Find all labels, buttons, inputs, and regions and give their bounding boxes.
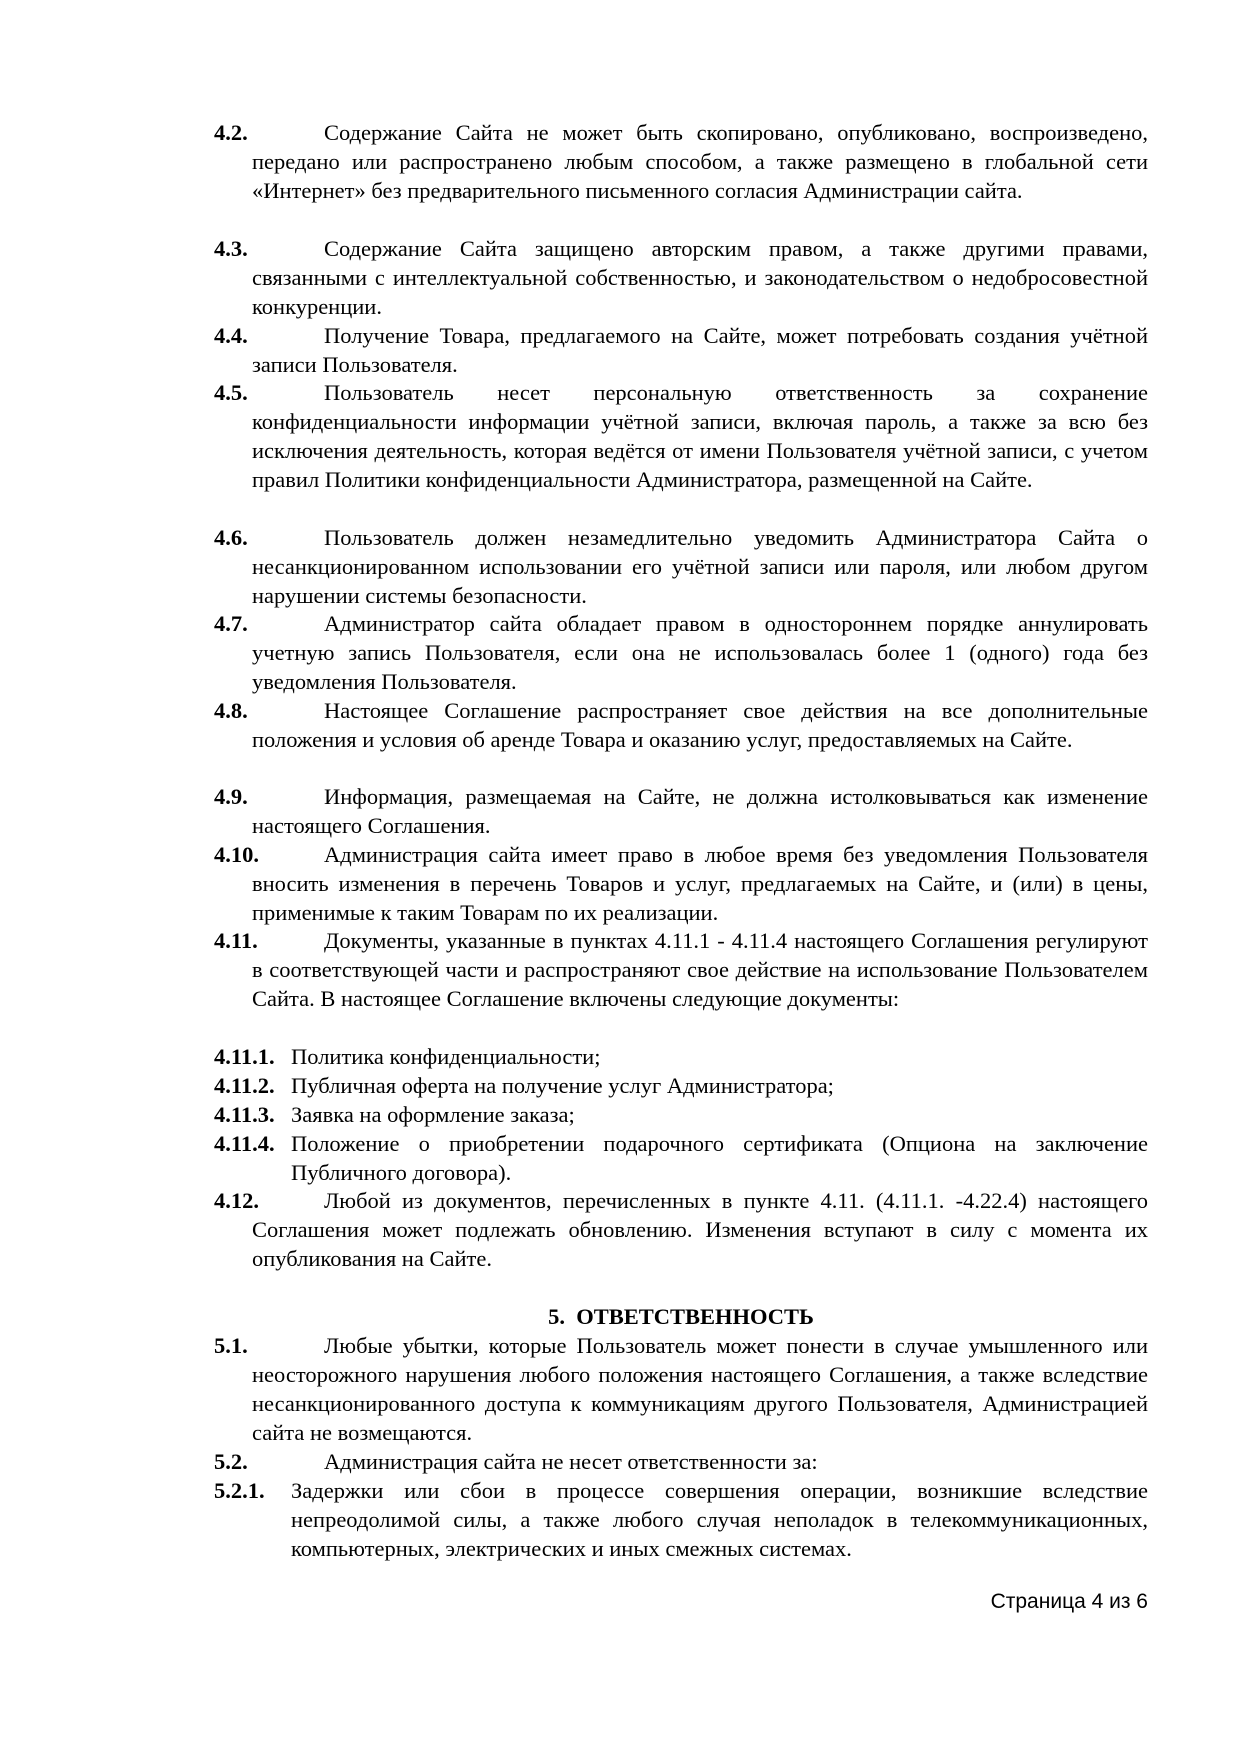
- clause-text: Содержание Сайта защищено авторским правом, а также другими правами, связанными с интеллектуальной собственностью, и законодательством о недобросовестной конкуренции.: [252, 236, 1148, 319]
- clause-number: 4.6.: [214, 525, 248, 550]
- clause-5-2-1: [214, 1477, 1148, 1564]
- clause-number: 5.2.1.: [214, 1478, 265, 1503]
- clause-number: 4.12.: [214, 1188, 259, 1213]
- clause-4-9: [214, 783, 1148, 841]
- clause-text: Любой из документов, перечисленных в пункте 4.11. (4.11.1. -4.22.4) настоящего Соглашения может подлежать обновлению. Изменения вступают в силу с момента их опубликования на Сайте.: [252, 1188, 1148, 1271]
- clause-number: 5.2.: [214, 1449, 248, 1474]
- clause-5-1: [214, 1332, 1148, 1448]
- clause-number: 4.8.: [214, 698, 248, 723]
- clause-number: 4.11.4.: [214, 1131, 275, 1156]
- clause-text: Пользователь несет персональную ответственность за сохранение конфиденциальности информации учётной записи, включая пароль, а также за всю без исключения деятельность, которая ведётся от имени Пользователя учётной записи, с учетом правил Политики конфиденциальности Администратора, размещенной на Сайте.: [252, 380, 1148, 492]
- clause-number: 4.9.: [214, 784, 248, 809]
- page-number-footer: Страница 4 из 6: [990, 1590, 1148, 1613]
- clause-text: Администрация сайта имеет право в любое время без уведомления Пользователя вносить изменения в перечень Товаров и услуг, предлагаемых на Сайте, и (или) в цены, применимые к таким Товарам по их реализации.: [252, 842, 1148, 925]
- section-heading: 5. ОТВЕТСТВЕННОСТЬ: [548, 1304, 814, 1329]
- clause-number: 4.11.2.: [214, 1073, 275, 1098]
- clause-4-3: [214, 235, 1148, 322]
- clause-4-6: [214, 524, 1148, 611]
- clause-number: 4.11.3.: [214, 1102, 275, 1127]
- clause-number: 4.5.: [214, 380, 248, 405]
- clause-text: Положение о приобретении подарочного сертификата (Опциона на заключение Публичного договора).: [291, 1131, 1148, 1185]
- clause-4-11-3: [214, 1101, 1148, 1130]
- clause-4-11: [214, 927, 1148, 1014]
- clause-4-8: [214, 697, 1148, 755]
- clause-4-11-4: [214, 1130, 1148, 1188]
- clause-text: Настоящее Соглашение распространяет свое действия на все дополнительные положения и условия об аренде Товара и оказанию услуг, предоставляемых на Сайте.: [252, 698, 1148, 752]
- clause-number: 4.3.: [214, 236, 248, 261]
- clause-4-10: [214, 841, 1148, 928]
- clause-number: 4.11.: [214, 928, 258, 953]
- clause-text: Пользователь должен незамедлительно уведомить Администратора Сайта о несанкционированном использовании его учётной записи или пароля, или любом другом нарушении системы безопасности.: [252, 525, 1148, 608]
- clause-number: 5.1.: [214, 1333, 248, 1358]
- clause-4-7: [214, 610, 1148, 697]
- clause-4-12: [214, 1187, 1148, 1274]
- clause-number: 4.4.: [214, 323, 248, 348]
- clause-text: Содержание Сайта не может быть скопировано, опубликовано, воспроизведено, передано или распространено любым способом, а также размещено в глобальной сети «Интернет» без предварительного письменного согласия Администрации сайта.: [252, 120, 1148, 203]
- clause-number: 4.10.: [214, 842, 259, 867]
- clause-text: Документы, указанные в пунктах 4.11.1 - 4.11.4 настоящего Соглашения регулируют в соответствующей части и распространяют свое действие на использование Пользователем Сайта. В настоящее Соглашение включены следующие документы:: [252, 928, 1148, 1011]
- clause-4-4: [214, 322, 1148, 380]
- clause-number: 4.11.1.: [214, 1044, 275, 1069]
- clause-text: Информация, размещаемая на Сайте, не должна истолковываться как изменение настоящего Соглашения.: [252, 784, 1148, 838]
- clause-number: 4.2.: [214, 120, 248, 145]
- clause-text: Заявка на оформление заказа;: [291, 1102, 575, 1127]
- clause-4-5: [214, 379, 1148, 495]
- clause-4-11-1: [214, 1043, 1148, 1072]
- clause-text: Администрация сайта не несет ответственности за:: [324, 1449, 818, 1474]
- clause-text: Публичная оферта на получение услуг Администратора;: [291, 1073, 834, 1098]
- clause-4-11-2: [214, 1072, 1148, 1101]
- clause-text: Получение Товара, предлагаемого на Сайте, может потребовать создания учётной записи Пользователя.: [252, 323, 1148, 377]
- clause-text: Политика конфиденциальности;: [291, 1044, 601, 1069]
- clause-text: Администратор сайта обладает правом в одностороннем порядке аннулировать учетную запись Пользователя, если она не использовалась более 1 (одного) года без уведомления Пользователя.: [252, 611, 1148, 694]
- clause-text: Любые убытки, которые Пользователь может понести в случае умышленного или неосторожного нарушения любого положения настоящего Соглашения, а также вследствие несанкционированного доступа к коммуникациям другого Пользователя, Администрацией сайта не возмещаются.: [252, 1333, 1148, 1445]
- clause-number: 4.7.: [214, 611, 248, 636]
- clause-text: Задержки или сбои в процессе совершения операции, возникшие вследствие непреодолимой силы, а также любого случая неполадок в телекоммуникационных, компьютерных, электрических и иных смежных системах.: [291, 1478, 1148, 1561]
- clause-5-2: [214, 1448, 1148, 1477]
- clause-4-2: [214, 119, 1148, 206]
